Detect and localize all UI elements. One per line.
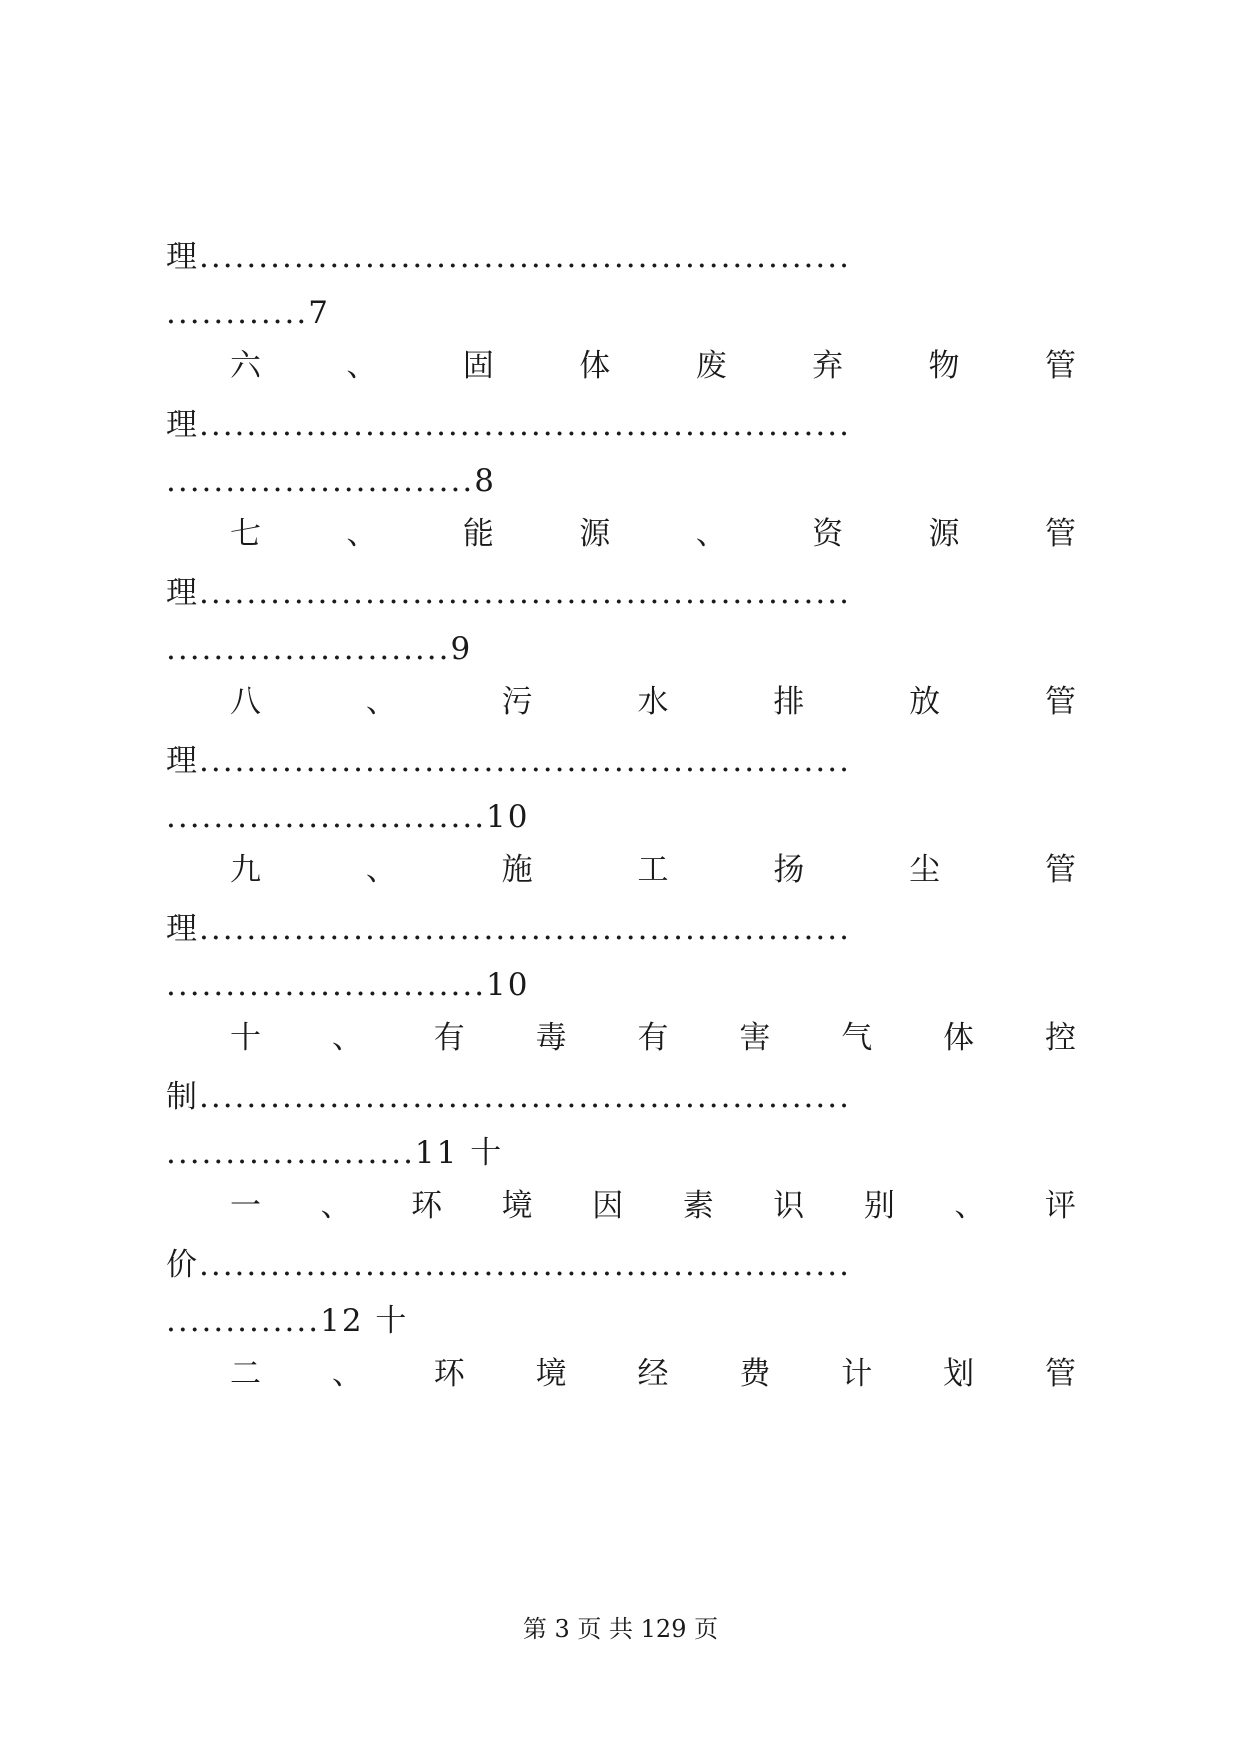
toc-char: 污 — [501, 683, 533, 720]
toc-char: 管 — [1044, 347, 1076, 384]
toc-leader-line: 理....................................................... — [166, 911, 851, 947]
toc-char: 扬 — [773, 851, 805, 888]
toc-char: 尘 — [909, 851, 941, 888]
toc-char: 别 — [863, 1187, 895, 1224]
toc-page-line: ...........................10 — [166, 799, 530, 835]
toc-char: 、 — [331, 1355, 363, 1392]
toc-char: 评 — [1044, 1187, 1076, 1224]
toc-char: 九 — [230, 851, 261, 888]
toc-entry-9 — [230, 844, 1076, 888]
toc-char: 废 — [695, 347, 727, 384]
toc-char: 有 — [637, 1019, 669, 1056]
toc-leader-line: 理....................................................... — [166, 743, 851, 779]
toc-char: 境 — [501, 1187, 533, 1224]
toc-page-line: ..........................8 — [166, 463, 496, 499]
toc-char: 放 — [909, 683, 941, 720]
toc-char: 气 — [841, 1019, 873, 1056]
toc-char: 费 — [739, 1355, 771, 1392]
toc-char: 八 — [230, 683, 261, 720]
toc-char: 固 — [462, 347, 494, 384]
toc-char: 管 — [1044, 515, 1076, 552]
toc-char: 计 — [841, 1355, 873, 1392]
toc-char: 划 — [943, 1355, 975, 1392]
toc-char: 有 — [433, 1019, 465, 1056]
toc-char: 六 — [230, 347, 261, 384]
toc-char: 物 — [928, 347, 960, 384]
page-footer: 第 3 页 共 129 页 — [522, 1615, 719, 1643]
toc-char: 管 — [1045, 1355, 1076, 1392]
toc-page-line: ........................9 — [166, 631, 473, 667]
toc-char: 、 — [695, 515, 727, 552]
toc-leader-line: 理....................................................... — [166, 575, 851, 611]
toc-char: 、 — [954, 1187, 986, 1224]
toc-char: 、 — [346, 347, 378, 384]
toc-char: 、 — [365, 851, 397, 888]
toc-char: 一 — [230, 1187, 261, 1224]
toc-char: 、 — [320, 1187, 352, 1224]
toc-page-line: ............7 — [166, 295, 330, 331]
toc-char: 管 — [1044, 683, 1076, 720]
toc-entry-10 — [230, 1012, 1076, 1056]
toc-leader-line: 价....................................................... — [166, 1247, 851, 1283]
toc-entry-6 — [230, 340, 1076, 384]
toc-char: 经 — [637, 1355, 669, 1392]
toc-char: 害 — [739, 1019, 771, 1056]
toc-char: 体 — [579, 347, 611, 384]
toc-entry-11 — [230, 1180, 1076, 1224]
toc-entry-8 — [230, 676, 1076, 720]
toc-char: 境 — [535, 1355, 567, 1392]
toc-page-line: ...........................10 — [166, 967, 530, 1003]
toc-char: 施 — [501, 851, 533, 888]
toc-char: 环 — [411, 1187, 443, 1224]
toc-char: 源 — [579, 515, 611, 552]
toc-leader-line: 理....................................................... — [166, 407, 851, 443]
toc-char: 排 — [773, 683, 805, 720]
toc-char: 二 — [230, 1355, 261, 1392]
toc-char: 源 — [928, 515, 960, 552]
toc-char: 十 — [230, 1019, 261, 1056]
toc-char: 体 — [943, 1019, 975, 1056]
toc-char: 素 — [682, 1187, 714, 1224]
toc-char: 控 — [1045, 1019, 1076, 1056]
toc-char: 能 — [462, 515, 494, 552]
toc-char: 管 — [1044, 851, 1076, 888]
toc-char: 水 — [637, 683, 669, 720]
toc-char: 弃 — [812, 347, 844, 384]
toc-char: 因 — [592, 1187, 624, 1224]
toc-page-line: .............12 十 — [166, 1303, 409, 1339]
toc-char: 毒 — [535, 1019, 567, 1056]
toc-entry-7 — [230, 508, 1076, 552]
toc-entry-12 — [230, 1348, 1076, 1392]
toc-char: 资 — [812, 515, 844, 552]
toc-char: 环 — [433, 1355, 465, 1392]
toc-char: 、 — [331, 1019, 363, 1056]
toc-page-line: .....................11 十 — [166, 1135, 504, 1171]
toc-leader-line: 制....................................................... — [166, 1079, 851, 1115]
toc-char: 工 — [637, 851, 669, 888]
toc-char: 、 — [346, 515, 378, 552]
toc-char: 识 — [773, 1187, 805, 1224]
toc-leader-line: 理....................................................... — [166, 239, 851, 275]
toc-char: 七 — [230, 515, 261, 552]
toc-char: 、 — [365, 683, 397, 720]
